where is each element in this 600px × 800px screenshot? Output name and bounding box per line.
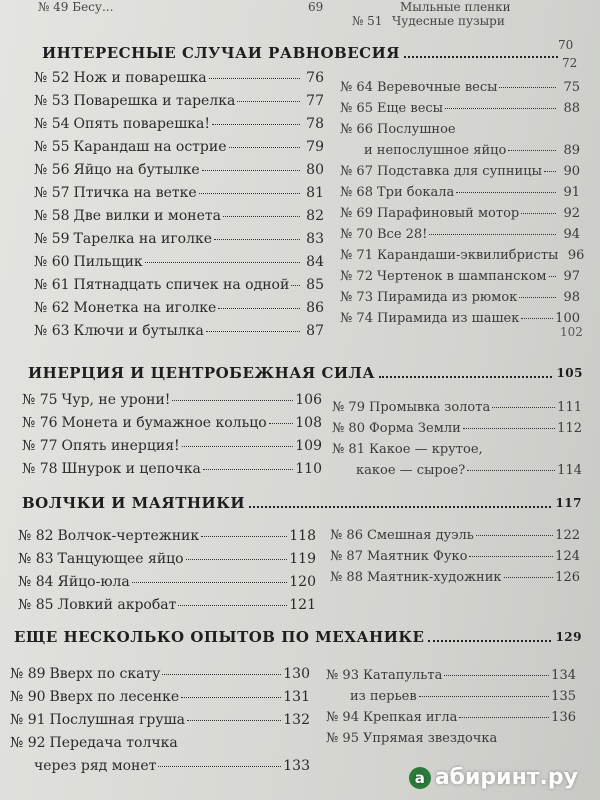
extra-page: 102 (560, 325, 583, 339)
entry-number: № 63 (34, 323, 70, 339)
toc-entry (340, 206, 580, 227)
toc-entry (340, 269, 580, 290)
leader-dots (186, 559, 288, 560)
entry-page: 121 (289, 597, 316, 613)
entry-page: 85 (306, 277, 324, 293)
entry-page: 124 (555, 549, 580, 564)
entry-title: Послушная груша (49, 712, 185, 728)
entry-page: 130 (283, 666, 310, 682)
entry-number: № 58 (34, 208, 70, 224)
leader-dots (209, 78, 300, 79)
entry-page: 87 (306, 323, 324, 339)
entry-page: 91 (563, 185, 580, 200)
entry-title: Ловкий акробат (57, 597, 177, 613)
toc-entry (22, 392, 322, 415)
leader-dots (199, 193, 300, 194)
entry-number: № 65 (340, 101, 373, 116)
entry-number: № 90 (10, 689, 46, 705)
entry-page: 78 (306, 116, 324, 132)
entry-number: № 80 (332, 421, 365, 436)
entry-page: 81 (306, 185, 324, 201)
entry-title: Упрямая звездочка (362, 731, 498, 746)
leader-dots (182, 446, 294, 447)
section-right-column (326, 668, 576, 752)
entry-title: Монета и бумажное кольцо (61, 415, 267, 431)
entry-number: № 53 (34, 93, 70, 109)
toc-entry (340, 122, 580, 143)
top-right-title: Чудесные пузыри (392, 14, 505, 28)
entry-title: Яйцо-юла (57, 574, 130, 590)
entry-page: 134 (551, 668, 576, 683)
leader-dots (201, 536, 287, 537)
leader-dots (549, 276, 556, 277)
section-heading: ИНТЕРЕСНЫЕ СЛУЧАИ РАВНОВЕСИЯ (42, 44, 400, 62)
entry-number: № 73 (340, 290, 373, 305)
entry-title: Все 28! (376, 227, 428, 242)
toc-entry (34, 208, 324, 231)
entry-number: № 75 (22, 392, 58, 408)
entry-title: Пирамида из рюмок (376, 290, 518, 305)
entry-page: 94 (563, 227, 580, 242)
entry-number: № 74 (340, 311, 373, 326)
toc-entry (326, 689, 576, 710)
leader-dots (249, 498, 551, 508)
entry-title: Пильщик (73, 254, 143, 270)
entry-page: 118 (289, 528, 316, 544)
leader-dots (476, 535, 553, 536)
top-left-entry: № 49 Бесу... (38, 0, 114, 14)
entry-page: 131 (283, 689, 310, 705)
toc-entry (326, 731, 576, 752)
toc-entry (34, 323, 324, 346)
entry-number: № 83 (18, 551, 54, 567)
entry-number: № 79 (332, 400, 365, 415)
leader-dots (521, 213, 556, 214)
entry-number: № 56 (34, 162, 70, 178)
toc-entry (10, 735, 310, 758)
entry-page: 79 (306, 139, 324, 155)
entry-number: № 55 (34, 139, 70, 155)
leader-dots (229, 147, 301, 148)
entry-number: № 93 (326, 668, 359, 683)
entry-title: Маятник Фуко (366, 549, 468, 564)
entry-number: № 67 (340, 164, 373, 179)
leader-dots (379, 368, 552, 378)
leader-dots (456, 192, 556, 193)
leader-dots (444, 675, 549, 676)
toc-entry (10, 666, 310, 689)
entry-title: Чур, не урони! (61, 392, 171, 408)
entry-number: № 54 (34, 116, 70, 132)
section-page: 129 (555, 630, 582, 644)
entry-title: Какое — крутое, (368, 442, 483, 457)
entry-title: Крепкая игла (362, 710, 458, 725)
section-page: 105 (556, 366, 583, 380)
entry-title: Птичка на ветке (73, 185, 197, 201)
leader-dots (429, 234, 556, 235)
toc-entry (34, 231, 324, 254)
top-left-page: 69 (308, 0, 324, 14)
entry-title: Три бокала (376, 185, 455, 200)
section-title (22, 494, 582, 512)
entry-title: Маятник-художник (366, 570, 502, 585)
top-right-page-2: 72 (562, 56, 578, 70)
entry-title: Смешная дуэль (366, 528, 474, 543)
entry-number: № 81 (332, 442, 365, 457)
entry-page: 76 (306, 70, 324, 86)
leader-dots (218, 308, 300, 309)
entry-page: 77 (306, 93, 324, 109)
leader-dots (187, 720, 281, 721)
entry-number: № 66 (340, 122, 373, 137)
section-left-column (18, 528, 316, 620)
entry-title: Волчок-чертежник (57, 528, 200, 544)
entry-title: какое — сырое? (356, 463, 466, 478)
toc-entry (340, 290, 580, 311)
entry-number: № 61 (34, 277, 70, 293)
toc-entry (34, 116, 324, 139)
section-title (42, 44, 562, 62)
toc-entry (18, 528, 316, 551)
leader-dots (508, 150, 556, 151)
toc-entry (10, 689, 310, 712)
leader-dots (492, 407, 555, 408)
entry-page: 112 (557, 421, 582, 436)
entry-page: 96 (567, 248, 585, 263)
leader-dots (291, 285, 300, 286)
toc-entry (332, 442, 582, 463)
top-right-entry: Мыльные пленки (400, 0, 511, 14)
entry-title: Нож и поварешка (73, 70, 207, 86)
entry-title: Промывка золота (368, 400, 491, 415)
leader-dots (214, 239, 300, 240)
toc-entry (332, 400, 582, 421)
entry-number: № 72 (340, 269, 373, 284)
section-title (14, 628, 582, 646)
entry-page: 98 (563, 290, 580, 305)
entry-title: Яйцо на бутылке (73, 162, 200, 178)
toc-entry (18, 597, 316, 620)
toc-entry (330, 528, 580, 549)
leader-dots (237, 101, 300, 102)
toc-entry (340, 311, 580, 332)
leader-dots (463, 428, 555, 429)
leader-dots (203, 469, 293, 470)
entry-page: 89 (563, 143, 580, 158)
entry-page: 109 (295, 438, 322, 454)
entry-number: № 82 (18, 528, 54, 544)
entry-number: № 68 (340, 185, 373, 200)
toc-entry (22, 415, 322, 438)
entry-page: 84 (306, 254, 324, 270)
entry-number: № 62 (34, 300, 70, 316)
section-heading: ЕЩЕ НЕСКОЛЬКО ОПЫТОВ ПО МЕХАНИКЕ (14, 628, 425, 646)
entry-number: № 64 (340, 80, 373, 95)
toc-entry (326, 668, 576, 689)
leader-dots (544, 171, 556, 172)
entry-page: 106 (295, 392, 322, 408)
toc-entry (340, 143, 580, 164)
entry-page: 111 (557, 400, 582, 415)
entry-number: № 76 (22, 415, 58, 431)
entry-title: Карандаш на острие (73, 139, 227, 155)
leader-dots (132, 582, 288, 583)
entry-page: 110 (295, 461, 322, 477)
entry-title: Пятнадцать спичек на одной (73, 277, 290, 293)
entry-number: № 86 (330, 528, 363, 543)
entry-page: 86 (306, 300, 324, 316)
leader-dots (181, 697, 281, 698)
entry-title: Парафиновый мотор (376, 206, 520, 221)
entry-page: 97 (563, 269, 580, 284)
toc-entry (34, 162, 324, 185)
leader-dots (212, 124, 300, 125)
leader-dots (145, 262, 300, 263)
leader-dots (504, 577, 554, 578)
section-page: 117 (555, 496, 582, 510)
entry-page: 75 (563, 80, 580, 95)
leader-dots (445, 108, 556, 109)
leader-dots (158, 766, 281, 767)
entry-title: из перьев (350, 689, 417, 704)
entry-number: № 94 (326, 710, 359, 725)
watermark (409, 765, 578, 790)
entry-title: Опять инерция! (61, 438, 180, 454)
leader-dots (459, 717, 549, 718)
entry-title: Веревочные весы (376, 80, 498, 95)
entry-number: № 78 (22, 461, 58, 477)
toc-entry (18, 574, 316, 597)
entry-title: Вверх по скату (49, 666, 161, 682)
leader-dots (521, 318, 553, 319)
top-right-num: № 51 (352, 14, 383, 28)
toc-entry (330, 549, 580, 570)
entry-page: 120 (289, 574, 316, 590)
entry-title: и непослушное яйцо (364, 143, 507, 158)
leader-dots (499, 87, 556, 88)
entry-page: 80 (306, 162, 324, 178)
leader-dots (519, 297, 556, 298)
section-left-column (10, 666, 310, 781)
toc-entry (34, 185, 324, 208)
section-left-column (22, 392, 322, 484)
toc-entry (340, 185, 580, 206)
entry-title: Пирамида из шашек (376, 311, 520, 326)
entry-title: Передача толчка (49, 735, 178, 751)
toc-entry (22, 438, 322, 461)
section-heading: ВОЛЧКИ И МАЯТНИКИ (22, 494, 246, 512)
entry-title: Вверх по лесенке (49, 689, 180, 705)
section-left-column (34, 70, 324, 346)
leader-dots (202, 170, 300, 171)
section-right-column (330, 528, 580, 591)
entry-page: 122 (555, 528, 580, 543)
entry-title: Подставка для супницы (376, 164, 542, 179)
toc-entry (10, 712, 310, 735)
leader-dots (428, 632, 551, 642)
watermark-text: абиринт.ру (434, 765, 578, 790)
toc-entry (340, 101, 580, 122)
entry-title: Тарелка на иголке (73, 231, 213, 247)
entry-number: № 71 (340, 248, 373, 263)
section-right-column (332, 400, 582, 484)
toc-entry (340, 227, 580, 248)
toc-entry (34, 70, 324, 93)
entry-title: Катапульта (362, 668, 443, 683)
toc-entry (34, 254, 324, 277)
entry-page: 88 (563, 101, 580, 116)
leader-dots (172, 400, 293, 401)
toc-entry (34, 139, 324, 162)
entry-page: 136 (551, 710, 576, 725)
leader-dots (467, 470, 555, 471)
entry-number: № 91 (10, 712, 46, 728)
toc-entry (34, 277, 324, 300)
top-right-page-1: 70 (558, 38, 574, 52)
leader-dots (178, 605, 287, 606)
entry-number: № 87 (330, 549, 363, 564)
entry-number: № 89 (10, 666, 46, 682)
entry-number: № 95 (326, 731, 359, 746)
section-title (28, 364, 583, 382)
entry-title: Шнурок и цепочка (61, 461, 201, 477)
entry-title: Монетка на иголке (73, 300, 217, 316)
entry-page: 132 (283, 712, 310, 728)
entry-number: № 60 (34, 254, 70, 270)
leader-dots (419, 696, 550, 697)
entry-page: 83 (306, 231, 324, 247)
entry-title: Поварешка и тарелка (73, 93, 236, 109)
toc-entry (18, 551, 316, 574)
entry-title: Форма Земли (368, 421, 461, 436)
entry-title: Две вилки и монета (73, 208, 221, 224)
entry-title: Танцующее яйцо (57, 551, 184, 567)
entry-title: Опять поварешка! (73, 116, 210, 132)
toc-entry (10, 758, 310, 781)
entry-number: № 70 (340, 227, 373, 242)
entry-number: № 59 (34, 231, 70, 247)
entry-number: № 88 (330, 570, 363, 585)
leader-dots (206, 331, 300, 332)
entry-page: 114 (557, 463, 582, 478)
entry-number: № 84 (18, 574, 54, 590)
entry-title: Карандаши-эквилибристы (376, 248, 559, 263)
entry-number: № 69 (340, 206, 373, 221)
toc-entry (340, 248, 585, 269)
entry-title: Еще весы (376, 101, 444, 116)
toc-entry (34, 300, 324, 323)
entry-number: № 92 (10, 735, 46, 751)
entry-page: 92 (563, 206, 580, 221)
entry-page: 90 (563, 164, 580, 179)
leader-dots (162, 674, 281, 675)
entry-page: 100 (555, 311, 580, 326)
labirint-logo-icon: a (409, 767, 431, 789)
toc-entry (34, 93, 324, 116)
entry-number: № 57 (34, 185, 70, 201)
entry-title: через ряд монет (34, 758, 157, 774)
entry-title: Ключи и бутылка (73, 323, 204, 339)
toc-entry (340, 80, 580, 101)
toc-entry (22, 461, 322, 484)
section-heading: ИНЕРЦИЯ И ЦЕНТРОБЕЖНАЯ СИЛА (28, 364, 376, 382)
entry-page: 119 (289, 551, 316, 567)
leader-dots (269, 423, 294, 424)
entry-page: 126 (555, 570, 580, 585)
toc-entry (332, 421, 582, 442)
leader-dots (223, 216, 300, 217)
entry-title: Чертенок в шампанском (376, 269, 547, 284)
leader-dots (404, 48, 558, 58)
entry-page: 82 (306, 208, 324, 224)
entry-number: № 77 (22, 438, 58, 454)
toc-entry (330, 570, 580, 591)
entry-title: Послушное (376, 122, 456, 137)
entry-page: 108 (295, 415, 322, 431)
entry-number: № 85 (18, 597, 54, 613)
toc-entry (340, 164, 580, 185)
toc-entry (332, 463, 582, 484)
entry-page: 135 (551, 689, 576, 704)
toc-entry (326, 710, 576, 731)
entry-page: 133 (283, 758, 310, 774)
entry-number: № 52 (34, 70, 70, 86)
leader-dots (469, 556, 553, 557)
